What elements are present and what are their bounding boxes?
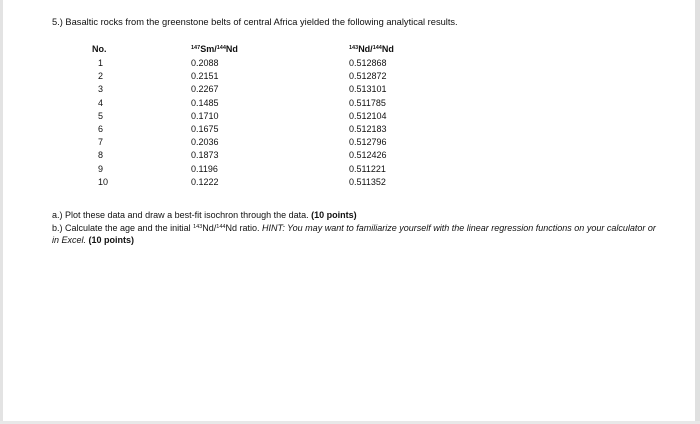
cell-no: 7 <box>98 137 104 148</box>
question-parts <box>52 209 662 247</box>
cell-sm-ratio: 0.1222 <box>191 176 219 187</box>
table-row <box>78 97 449 110</box>
cell-sm-ratio: 0.2267 <box>191 84 219 95</box>
table-row <box>78 176 449 189</box>
cell-no: 6 <box>98 124 104 135</box>
cell-no: 2 <box>98 71 104 82</box>
cell-nd-ratio: 0.513101 <box>349 84 387 95</box>
cell-nd-ratio: 0.512872 <box>349 71 387 82</box>
cell-sm-ratio: 0.1485 <box>191 97 219 108</box>
cell-sm-ratio: 0.1196 <box>191 163 218 174</box>
table-header-row <box>78 42 449 57</box>
cell-no: 5 <box>98 110 104 121</box>
table-row <box>78 136 449 149</box>
cell-no: 10 <box>98 176 109 187</box>
header-no: No. <box>92 44 107 54</box>
cell-sm-ratio: 0.1873 <box>191 150 219 161</box>
part-a: a.) Plot these data and draw a best-fit isochron through the data. (10 points) <box>52 210 357 220</box>
cell-sm-ratio: 0.2088 <box>191 58 219 68</box>
table-row <box>78 110 449 123</box>
table-row <box>78 163 449 176</box>
right-border <box>695 0 700 424</box>
cell-nd-ratio: 0.511221 <box>349 163 386 174</box>
table-row <box>78 123 449 136</box>
cell-sm-ratio: 0.1710 <box>191 110 219 121</box>
analytical-results-table <box>78 42 449 189</box>
cell-nd-ratio: 0.512104 <box>349 110 387 121</box>
table-row <box>78 149 449 162</box>
table-row <box>78 57 449 70</box>
table-row <box>78 70 449 83</box>
table-row <box>78 83 449 96</box>
cell-no: 4 <box>98 97 104 108</box>
cell-nd-ratio: 0.512426 <box>349 150 387 161</box>
part-b: b.) Calculate the age and the initial $^{143}$Nd/$^{144}$Nd ratio. HINT: You may want to familiarize yourself with the linear regression functions on your calculator or in Excel. (10 points) <box>52 222 656 246</box>
cell-nd-ratio: 0.511352 <box>349 176 386 187</box>
cell-sm-ratio: 0.2151 <box>191 71 219 82</box>
header-sm-nd-ratio: $^{147}$Sm/$^{144}$Nd <box>191 44 238 54</box>
cell-nd-ratio: 0.512183 <box>349 124 387 135</box>
cell-nd-ratio: 0.512868 <box>349 58 387 68</box>
cell-no: 8 <box>98 150 104 161</box>
cell-no: 3 <box>98 84 104 95</box>
left-border <box>0 0 3 424</box>
question-text: 5.) Basaltic rocks from the greenstone belts of central Africa yielded the following analytical results. <box>52 17 458 27</box>
cell-sm-ratio: 0.1675 <box>191 124 219 135</box>
cell-no: 1 <box>98 58 104 68</box>
cell-sm-ratio: 0.2036 <box>191 137 219 148</box>
cell-nd-ratio: 0.512796 <box>349 137 387 148</box>
cell-nd-ratio: 0.511785 <box>349 97 386 108</box>
cell-no: 9 <box>98 163 104 174</box>
header-nd-nd-ratio: $^{143}$Nd/$^{144}$Nd <box>349 44 394 54</box>
